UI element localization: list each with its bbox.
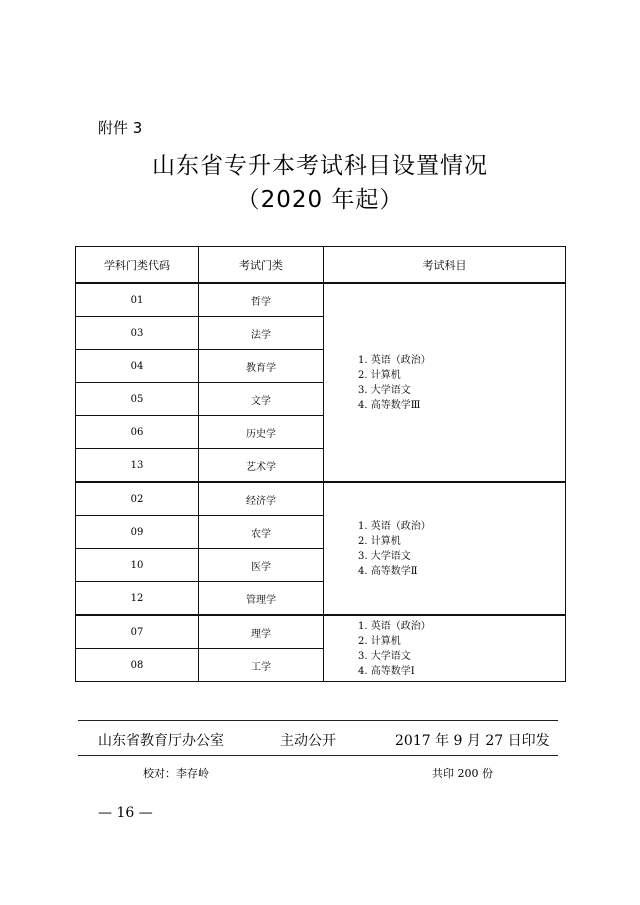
cell-subjects [324,615,566,682]
cell-code: 05 [76,383,199,416]
subject-item: 4. 高等数学Ⅲ [358,399,421,411]
subject-item: 3. 大学语文 [358,384,411,396]
subject-item: 1. 英语（政治） [358,520,431,532]
subject-item: 1. 英语（政治） [358,620,431,632]
cell-category: 文学 [199,383,324,416]
subject-item: 2. 计算机 [358,369,401,381]
footer-date: 2017 年 9 月 27 日印发 [395,733,550,749]
subject-item: 4. 高等数学Ⅰ [358,665,415,677]
cell-subjects [324,482,566,615]
cell-category: 哲学 [199,283,324,317]
subject-item: 2. 计算机 [358,535,401,547]
cell-code: 02 [76,482,199,516]
cell-code: 01 [76,283,199,317]
cell-code: 04 [76,350,199,383]
cell-code: 08 [76,649,199,682]
cell-category: 教育学 [199,350,324,383]
footer-divider-top [78,720,558,721]
cell-code: 03 [76,317,199,350]
subject-item: 3. 大学语文 [358,650,411,662]
subject-item: 4. 高等数学Ⅱ [358,565,418,577]
footer-copies: 共印 200 份 [432,767,493,780]
cell-code: 09 [76,516,199,549]
header-subjects: 考试科目 [324,247,566,284]
cell-subjects [324,283,566,482]
footer-divider-bottom [78,755,558,756]
table-row [76,482,566,516]
table-row [76,615,566,649]
document-title: 山东省专升本考试科目设置情况 [152,153,488,179]
cell-category: 历史学 [199,416,324,449]
cell-code: 10 [76,549,199,582]
cell-code: 12 [76,582,199,616]
footer-proofreader: 校对：李存岭 [143,767,209,780]
cell-code: 06 [76,416,199,449]
footer-office: 山东省教育厅办公室 [98,733,224,749]
footer-disclosure: 主动公开 [280,733,336,749]
cell-category: 理学 [199,615,324,649]
cell-category: 农学 [199,516,324,549]
subject-item: 2. 计算机 [358,635,401,647]
cell-category: 工学 [199,649,324,682]
subject-item: 1. 英语（政治） [358,354,431,366]
header-code: 学科门类代码 [76,247,199,284]
cell-code: 07 [76,615,199,649]
subject-item: 3. 大学语文 [358,550,411,562]
table-header-row [76,247,566,284]
cell-category: 艺术学 [199,449,324,483]
cell-category: 管理学 [199,582,324,616]
attachment-label: 附件 3 [98,119,143,137]
page-number: — 16 — [98,805,153,821]
document-subtitle: （2020 年起） [236,187,404,213]
cell-code: 13 [76,449,199,483]
exam-subjects-table [75,246,566,682]
header-category: 考试门类 [199,247,324,284]
table-row [76,283,566,317]
cell-category: 医学 [199,549,324,582]
cell-category: 法学 [199,317,324,350]
cell-category: 经济学 [199,482,324,516]
